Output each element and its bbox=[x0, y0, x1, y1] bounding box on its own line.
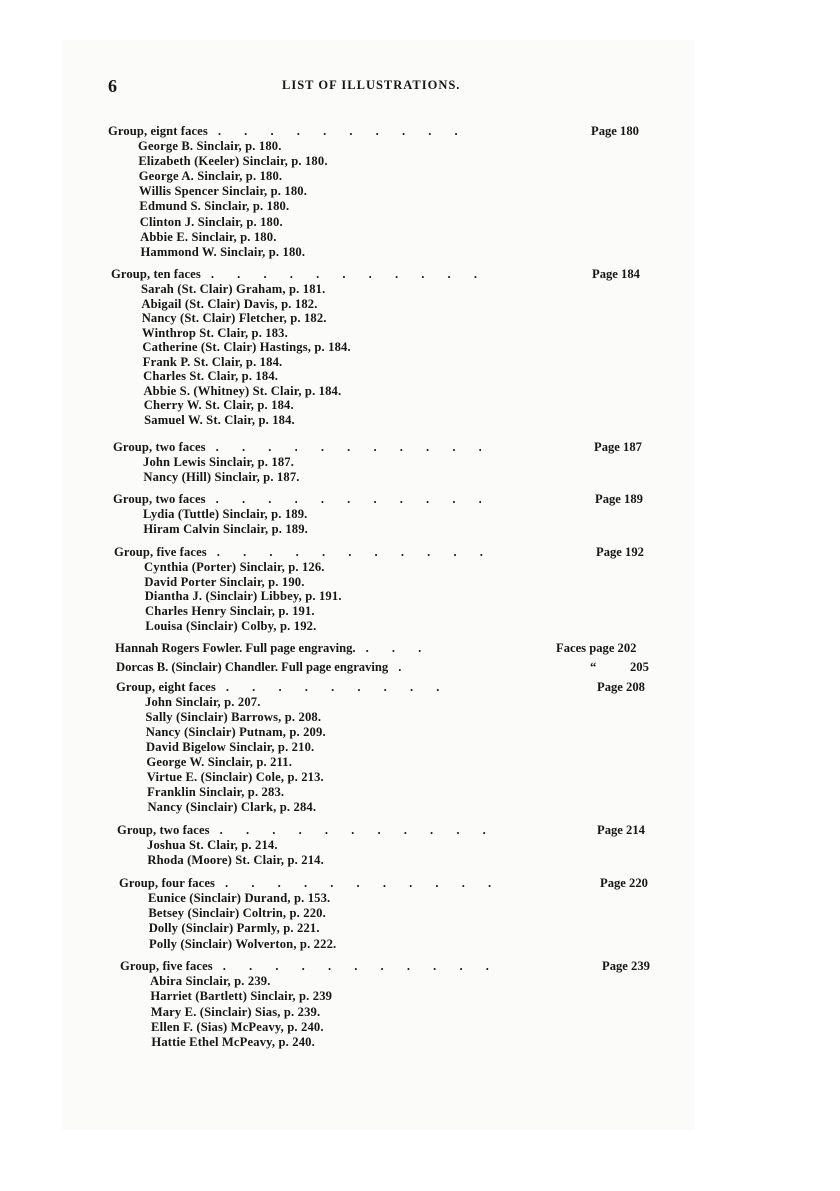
group-label: Group, eignt faces bbox=[108, 124, 208, 138]
engraving-entry bbox=[116, 660, 411, 674]
ditto-mark: “ bbox=[590, 660, 597, 674]
leader-dots: . bbox=[398, 660, 412, 674]
leader-dots: . . . bbox=[365, 641, 432, 655]
group-label: Group, four faces bbox=[119, 876, 216, 890]
illustration-item: Louisa (Sinclair) Colby, p. 192. bbox=[145, 618, 317, 633]
illustration-item: Cherry W. St. Clair, p. 184. bbox=[143, 398, 294, 412]
illustration-item: David Bigelow Sinclair, p. 210. bbox=[146, 740, 315, 754]
illustration-item: Clinton J. Sinclair, p. 180. bbox=[139, 214, 283, 229]
page-reference: Page 220 bbox=[600, 876, 648, 890]
illustration-item: Samuel W. St. Clair, p. 184. bbox=[144, 412, 295, 427]
page-reference bbox=[556, 641, 636, 655]
illustration-item: Sarah (St. Clair) Graham, p. 181. bbox=[141, 282, 326, 296]
page-reference bbox=[590, 660, 649, 674]
page-reference: Page 184 bbox=[592, 267, 640, 281]
leader-dots: . . . . . . . . . . . bbox=[215, 492, 492, 506]
illustration-item: Dolly (Sinclair) Parmly, p. 221. bbox=[148, 921, 320, 936]
illustration-item: Hiram Calvin Sinclair, p. 189. bbox=[143, 521, 308, 536]
group-heading bbox=[111, 267, 487, 281]
illustration-item: Franklin Sinclair, p. 283. bbox=[147, 785, 285, 799]
illustration-item: Sally (Sinclair) Barrows, p. 208. bbox=[145, 710, 322, 724]
illustration-item: Cynthia (Porter) Sinclair, p. 126. bbox=[144, 560, 325, 574]
engraving-label: Dorcas B. (Sinclair) Chandler. Full page engraving bbox=[116, 660, 389, 674]
illustration-item: Abbie S. (Whitney) St. Clair, p. 184. bbox=[143, 383, 342, 398]
illustration-item: George W. Sinclair, p. 211. bbox=[146, 755, 293, 769]
illustration-item: Harriet (Bartlett) Sinclair, p. 239 bbox=[150, 989, 333, 1004]
group-heading bbox=[117, 823, 496, 837]
group-label: Group, two faces bbox=[113, 440, 206, 454]
illustration-item: John Sinclair, p. 207. bbox=[145, 695, 261, 709]
leader-dots: . . . . . . . . . . . bbox=[222, 959, 499, 973]
illustration-item: George A. Sinclair, p. 180. bbox=[138, 169, 283, 184]
group-heading bbox=[120, 959, 499, 973]
page-reference: Page 187 bbox=[594, 440, 642, 454]
illustration-item: Polly (Sinclair) Wolverton, p. 222. bbox=[149, 936, 337, 951]
illustration-item: Diantha J. (Sinclair) Libbey, p. 191. bbox=[144, 589, 342, 604]
illustration-item: Eunice (Sinclair) Durand, p. 153. bbox=[148, 891, 331, 905]
illustration-item: Abira Sinclair, p. 239. bbox=[150, 974, 271, 988]
illustration-item: Ellen F. (Sias) McPeavy, p. 240. bbox=[151, 1019, 324, 1034]
page-reference: Page 214 bbox=[597, 823, 645, 837]
group-heading bbox=[113, 440, 492, 454]
illustration-item: Virtue E. (Sinclair) Cole, p. 213. bbox=[146, 770, 324, 784]
illustration-item: Hammond W. Sinclair, p. 180. bbox=[140, 244, 306, 259]
group-heading bbox=[108, 124, 468, 138]
page-reference: Page 208 bbox=[597, 680, 645, 694]
group-label: Group, ten faces bbox=[111, 267, 201, 281]
illustration-item: Nancy (Sinclair) Clark, p. 284. bbox=[147, 800, 317, 814]
group-label: Group, two faces bbox=[117, 823, 210, 837]
illustration-item: John Lewis Sinclair, p. 187. bbox=[143, 455, 295, 469]
leader-dots: . . . . . . . . . . . bbox=[225, 876, 502, 890]
group-label: Group, eight faces bbox=[116, 680, 216, 694]
illustration-item: Nancy (Hill) Sinclair, p. 187. bbox=[143, 469, 300, 484]
group-heading bbox=[119, 876, 501, 890]
illustration-item: Catherine (St. Clair) Hastings, p. 184. bbox=[142, 340, 351, 354]
page-number: 6 bbox=[108, 76, 117, 96]
illustration-item: Nancy (St. Clair) Fletcher, p. 182. bbox=[141, 311, 327, 325]
leader-dots: . . . . . . . . . bbox=[225, 680, 450, 694]
illustration-item: David Porter Sinclair, p. 190. bbox=[144, 574, 305, 589]
illustration-item: Rhoda (Moore) St. Clair, p. 214. bbox=[147, 853, 324, 867]
illustration-item: Charles St. Clair, p. 184. bbox=[143, 369, 279, 383]
leader-dots: . . . . . . . . . . . bbox=[210, 267, 487, 281]
illustration-item: Betsey (Sinclair) Coltrin, p. 220. bbox=[148, 906, 326, 921]
illustration-item: Willis Spencer Sinclair, p. 180. bbox=[139, 184, 308, 199]
group-heading bbox=[116, 680, 449, 694]
page-number-ref: Faces page 202 bbox=[556, 641, 637, 655]
illustration-item: Charles Henry Sinclair, p. 191. bbox=[145, 604, 315, 619]
illustration-item: Nancy (Sinclair) Putnam, p. 209. bbox=[145, 725, 326, 739]
illustration-item: Hattie Ethel McPeavy, p. 240. bbox=[151, 1035, 315, 1050]
leader-dots: . . . . . . . . . . . bbox=[219, 823, 496, 837]
group-label: Group, two faces bbox=[113, 492, 206, 506]
illustration-item: Lydia (Tuttle) Sinclair, p. 189. bbox=[143, 507, 308, 521]
page-title: LIST OF ILLUSTRATIONS. bbox=[282, 78, 461, 92]
leader-dots: . . . . . . . . . . bbox=[217, 124, 468, 138]
leader-dots: . . . . . . . . . . . bbox=[216, 545, 493, 559]
group-heading bbox=[113, 492, 492, 506]
illustration-item: Frank P. St. Clair, p. 184. bbox=[142, 354, 283, 369]
illustration-item: Abigail (St. Clair) Davis, p. 182. bbox=[141, 296, 318, 311]
page-reference: Page 189 bbox=[595, 492, 643, 506]
page-number-ref: 205 bbox=[630, 660, 649, 674]
page-reference: Page 192 bbox=[596, 545, 644, 559]
group-label: Group, five faces bbox=[120, 959, 213, 973]
illustration-item: Winthrop St. Clair, p. 183. bbox=[142, 325, 288, 340]
leader-dots: . . . . . . . . . . . bbox=[215, 440, 492, 454]
page-reference: Page 239 bbox=[602, 959, 650, 973]
illustration-item: Elizabeth (Keeler) Sinclair, p. 180. bbox=[138, 154, 328, 169]
group-heading bbox=[114, 545, 493, 559]
engraving-entry bbox=[115, 641, 431, 655]
engraving-label: Hannah Rogers Fowler. Full page engraving. bbox=[115, 641, 356, 655]
illustration-item: George B. Sinclair, p. 180. bbox=[138, 139, 282, 153]
illustration-item: Abbie E. Sinclair, p. 180. bbox=[140, 229, 277, 244]
illustration-item: Edmund S. Sinclair, p. 180. bbox=[139, 199, 290, 214]
illustration-item: Joshua St. Clair, p. 214. bbox=[147, 838, 278, 852]
group-label: Group, five faces bbox=[114, 545, 207, 559]
page-reference: Page 180 bbox=[591, 124, 639, 138]
illustration-item: Mary E. (Sinclair) Sias, p. 239. bbox=[150, 1004, 321, 1019]
